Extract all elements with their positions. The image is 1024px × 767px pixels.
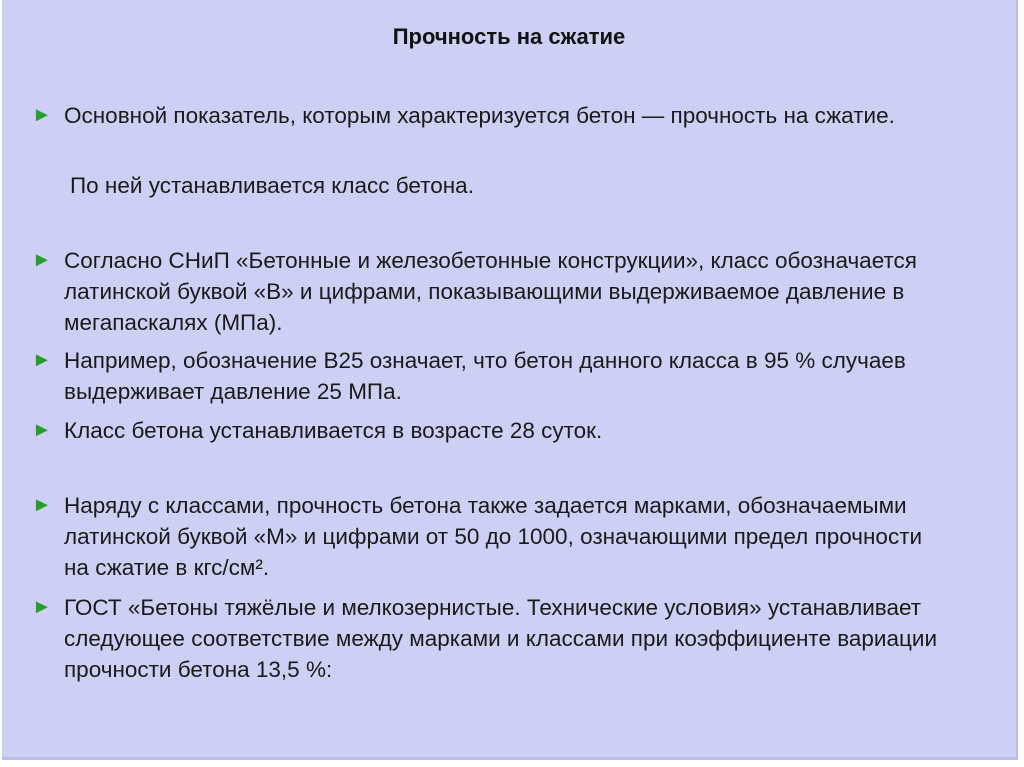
bullet-main-indicator: Основной показатель, которым характеризуется бетон — прочность на сжатие. (64, 103, 895, 128)
bullet-b25-example: Например, обозначение В25 означает, что бетон данного класса в 95 % случаев выдерживает давление 25 МПа. (64, 348, 906, 404)
slide (2, 0, 1018, 760)
bullet-arrow-icon: ► (32, 104, 52, 126)
bullet-grades-m: Наряду с классами, прочность бетона также задается марками, обозначаемыми латинской буквой «М» и цифрами от 50 до 1000, означающими предел прочности на сжатие в кгс/см². (64, 493, 923, 580)
bullet-gost-correspondence: ГОСТ «Бетоны тяжёлые и мелкозернистые. Технические условия» устанавливает следующее соответствие между марками и классами при коэффициенте вариации прочности бетона 13,5 %: (64, 595, 938, 682)
bullet-arrow-icon: ► (32, 349, 52, 371)
bullet-arrow-icon: ► (32, 494, 52, 516)
bullet-snip-class: Согласно СНиП «Бетонные и железобетонные конструкции», класс обозначается латинской буквой «В» и цифрами, показывающими выдерживаемое давление в мегапаскалях (МПа). (64, 248, 917, 335)
bullet-arrow-icon: ► (32, 596, 52, 618)
bullet-arrow-icon: ► (32, 249, 52, 271)
bullet-arrow-icon: ► (32, 419, 52, 441)
bullet-age-28-days: Класс бетона устанавливается в возрасте 28 суток. (64, 418, 603, 443)
slide-title: Прочность на сжатие (392, 24, 626, 49)
note-class-determined: По ней устанавливается класс бетона. (70, 173, 474, 198)
